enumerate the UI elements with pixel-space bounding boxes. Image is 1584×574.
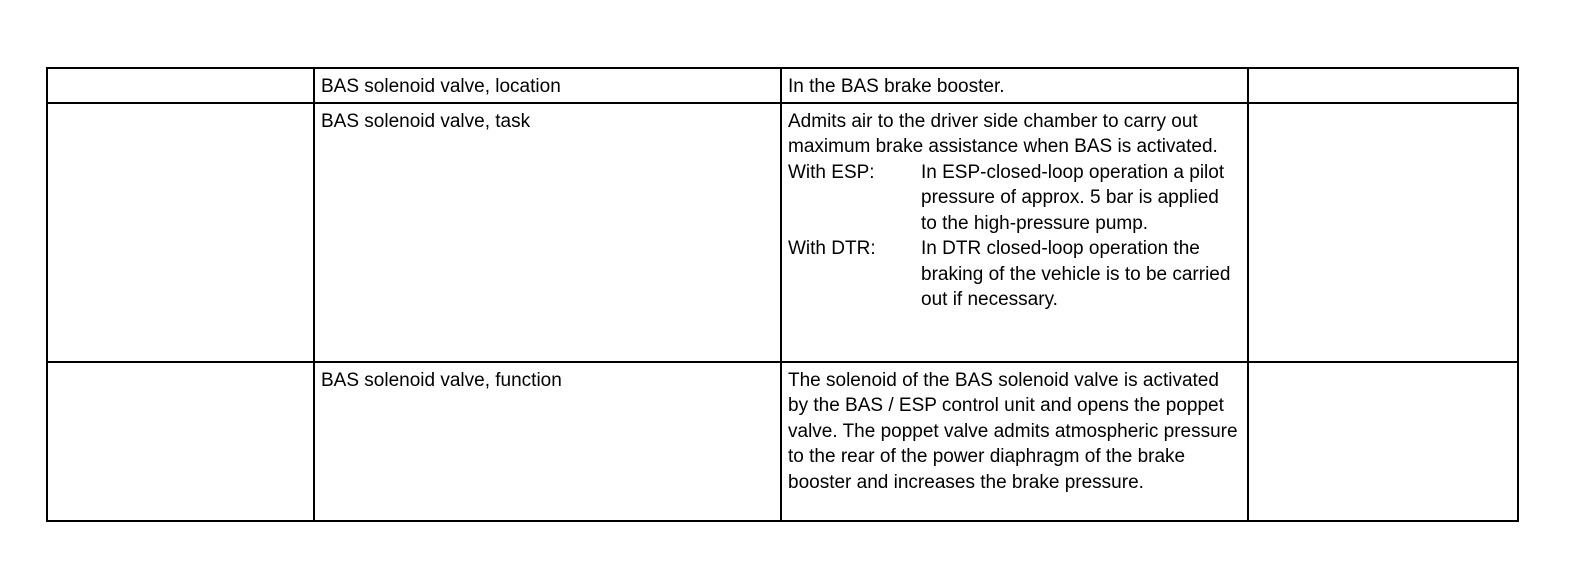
- detail-label: With DTR:: [788, 238, 876, 259]
- description-cell: [781, 103, 1248, 362]
- description-cell: [781, 362, 1248, 521]
- term-label: BAS solenoid valve, task: [321, 110, 531, 132]
- table-row-location: [47, 68, 1518, 103]
- empty-cell-left: [47, 362, 314, 521]
- detail-item-dtr: [788, 236, 1241, 313]
- table-row-task: [47, 103, 1518, 362]
- detail-item-esp: [788, 160, 1241, 237]
- term-cell: [314, 68, 781, 103]
- table-row-function: [47, 362, 1518, 521]
- empty-cell-left: [47, 103, 314, 362]
- description-cell: [781, 68, 1248, 103]
- term-label: BAS solenoid valve, function: [321, 369, 562, 391]
- term-label: BAS solenoid valve, location: [321, 76, 561, 97]
- empty-cell-left: [47, 68, 314, 103]
- detail-text: In DTR closed-loop operation the braking of the vehicle is to be carried out if necessary.: [921, 238, 1231, 310]
- description-text: In the BAS brake booster.: [788, 76, 1005, 97]
- term-cell: [314, 362, 781, 521]
- description-text: The solenoid of the BAS solenoid valve is activated by the BAS / ESP control unit and opens the poppet valve. The poppet valve admits atmospheric pressure to the rear of the power diaphragm of the brake booster and increases the brake pressure.: [788, 369, 1238, 493]
- detail-label: With ESP:: [788, 161, 875, 183]
- empty-cell-right: [1248, 362, 1518, 521]
- term-cell: [314, 103, 781, 362]
- detail-text: In ESP-closed-loop operation a pilot pressure of approx. 5 bar is applied to the high-pressure pump.: [921, 161, 1225, 234]
- component-description-table: [46, 67, 1519, 522]
- empty-cell-right: [1248, 103, 1518, 362]
- description-text: Admits air to the driver side chamber to carry out maximum brake assistance when BAS is activated.: [788, 110, 1218, 157]
- empty-cell-right: [1248, 68, 1518, 103]
